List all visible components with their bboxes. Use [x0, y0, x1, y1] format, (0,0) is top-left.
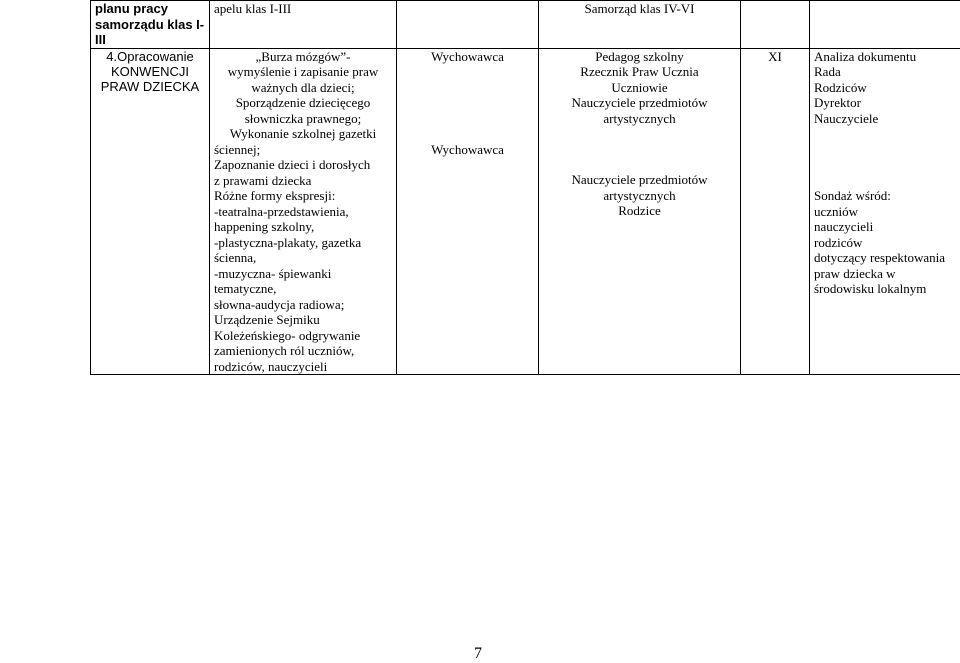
cell-line: Zapoznanie dzieci i dorosłych [214, 157, 392, 173]
cell-term-continued [741, 1, 810, 49]
cell-line: Nauczyciele przedmiotów [543, 95, 736, 111]
cell-line: słowniczka prawnego; [214, 111, 392, 127]
cell-line: Uczniowie [543, 80, 736, 96]
cell-line: Różne formy ekspresji: [214, 188, 392, 204]
cell-line: ważnych dla dzieci; [214, 80, 392, 96]
table-row [91, 1, 960, 49]
cell-line: Urządzenie Sejmiku [214, 312, 392, 328]
cell-line: apelu klas I-III [214, 1, 392, 17]
cell-line: XI [745, 49, 805, 65]
cell-line: Samorząd klas IV-VI [543, 1, 736, 17]
cell-line: Rodziców [814, 80, 960, 96]
cell-line: słowna-audycja radiowa; [214, 297, 392, 313]
cell-line: samorządu klas I- [95, 17, 205, 33]
cell-line: Analiza dokumentu [814, 49, 960, 65]
cell-line: III [95, 32, 205, 48]
cell-line: 4.Opracowanie [95, 49, 205, 64]
cell-line: Koleżeńskiego- odgrywanie [214, 328, 392, 344]
cell-line: happening szkolny, [214, 219, 392, 235]
cell-partners [539, 48, 741, 375]
cell-spacer [814, 126, 960, 188]
cell-line: Wykonanie szkolnej gazetki [214, 126, 392, 142]
cell-line: PRAW DZIECKA [95, 79, 205, 94]
cell-line: Dyrektor [814, 95, 960, 111]
cell-line: artystycznych [543, 111, 736, 127]
cell-line: wymyślenie i zapisanie praw [214, 64, 392, 80]
cell-line: „Burza mózgów”- [214, 49, 392, 65]
cell-line: ściennej; [214, 142, 392, 158]
cell-line: ścienna, [214, 250, 392, 266]
cell-spacer [543, 126, 736, 172]
cell-line: Rada [814, 64, 960, 80]
cell-evaluation [810, 48, 960, 375]
cell-line: środowisku lokalnym [814, 281, 960, 297]
cell-line: zamienionych ról uczniów, [214, 343, 392, 359]
cell-partners-continued [539, 1, 741, 49]
cell-line: KONWENCJI [95, 64, 205, 79]
cell-line: Nauczyciele [814, 111, 960, 127]
cell-line: Sporządzenie dziecięcego [214, 95, 392, 111]
cell-line: Pedagog szkolny [543, 49, 736, 65]
cell-term [741, 48, 810, 375]
cell-methods [210, 48, 397, 375]
cell-line: planu pracy [95, 1, 205, 17]
cell-line: rodziców, nauczycieli [214, 359, 392, 375]
cell-line: Wychowawca [401, 49, 534, 65]
cell-line: uczniów [814, 204, 960, 220]
cell-line: tematyczne, [214, 281, 392, 297]
cell-line: -teatralna-przedstawienia, [214, 204, 392, 220]
cell-line: Sondaż wśród: [814, 188, 960, 204]
cell-line: nauczycieli [814, 219, 960, 235]
table-row [91, 48, 960, 375]
cell-line: Rzecznik Praw Ucznia [543, 64, 736, 80]
page-number: 7 [474, 645, 482, 663]
cell-line: artystycznych [543, 188, 736, 204]
cell-line: z prawami dziecka [214, 173, 392, 189]
cell-methods-continued [210, 1, 397, 49]
cell-evaluation-continued [810, 1, 960, 49]
cell-line: praw dziecka w [814, 266, 960, 282]
cell-line: rodziców [814, 235, 960, 251]
cell-spacer [401, 64, 534, 142]
cell-line: Nauczyciele przedmiotów [543, 172, 736, 188]
cell-line: Rodzice [543, 203, 736, 219]
cell-line: -muzyczna- śpiewanki [214, 266, 392, 282]
cell-task [91, 48, 210, 375]
cell-line: Wychowawca [401, 142, 534, 158]
plan-table [90, 0, 960, 375]
cell-responsible [397, 48, 539, 375]
cell-line: dotyczący respektowania [814, 250, 960, 266]
cell-task-continued [91, 1, 210, 49]
cell-line: -plastyczna-plakaty, gazetka [214, 235, 392, 251]
cell-responsible-continued [397, 1, 539, 49]
